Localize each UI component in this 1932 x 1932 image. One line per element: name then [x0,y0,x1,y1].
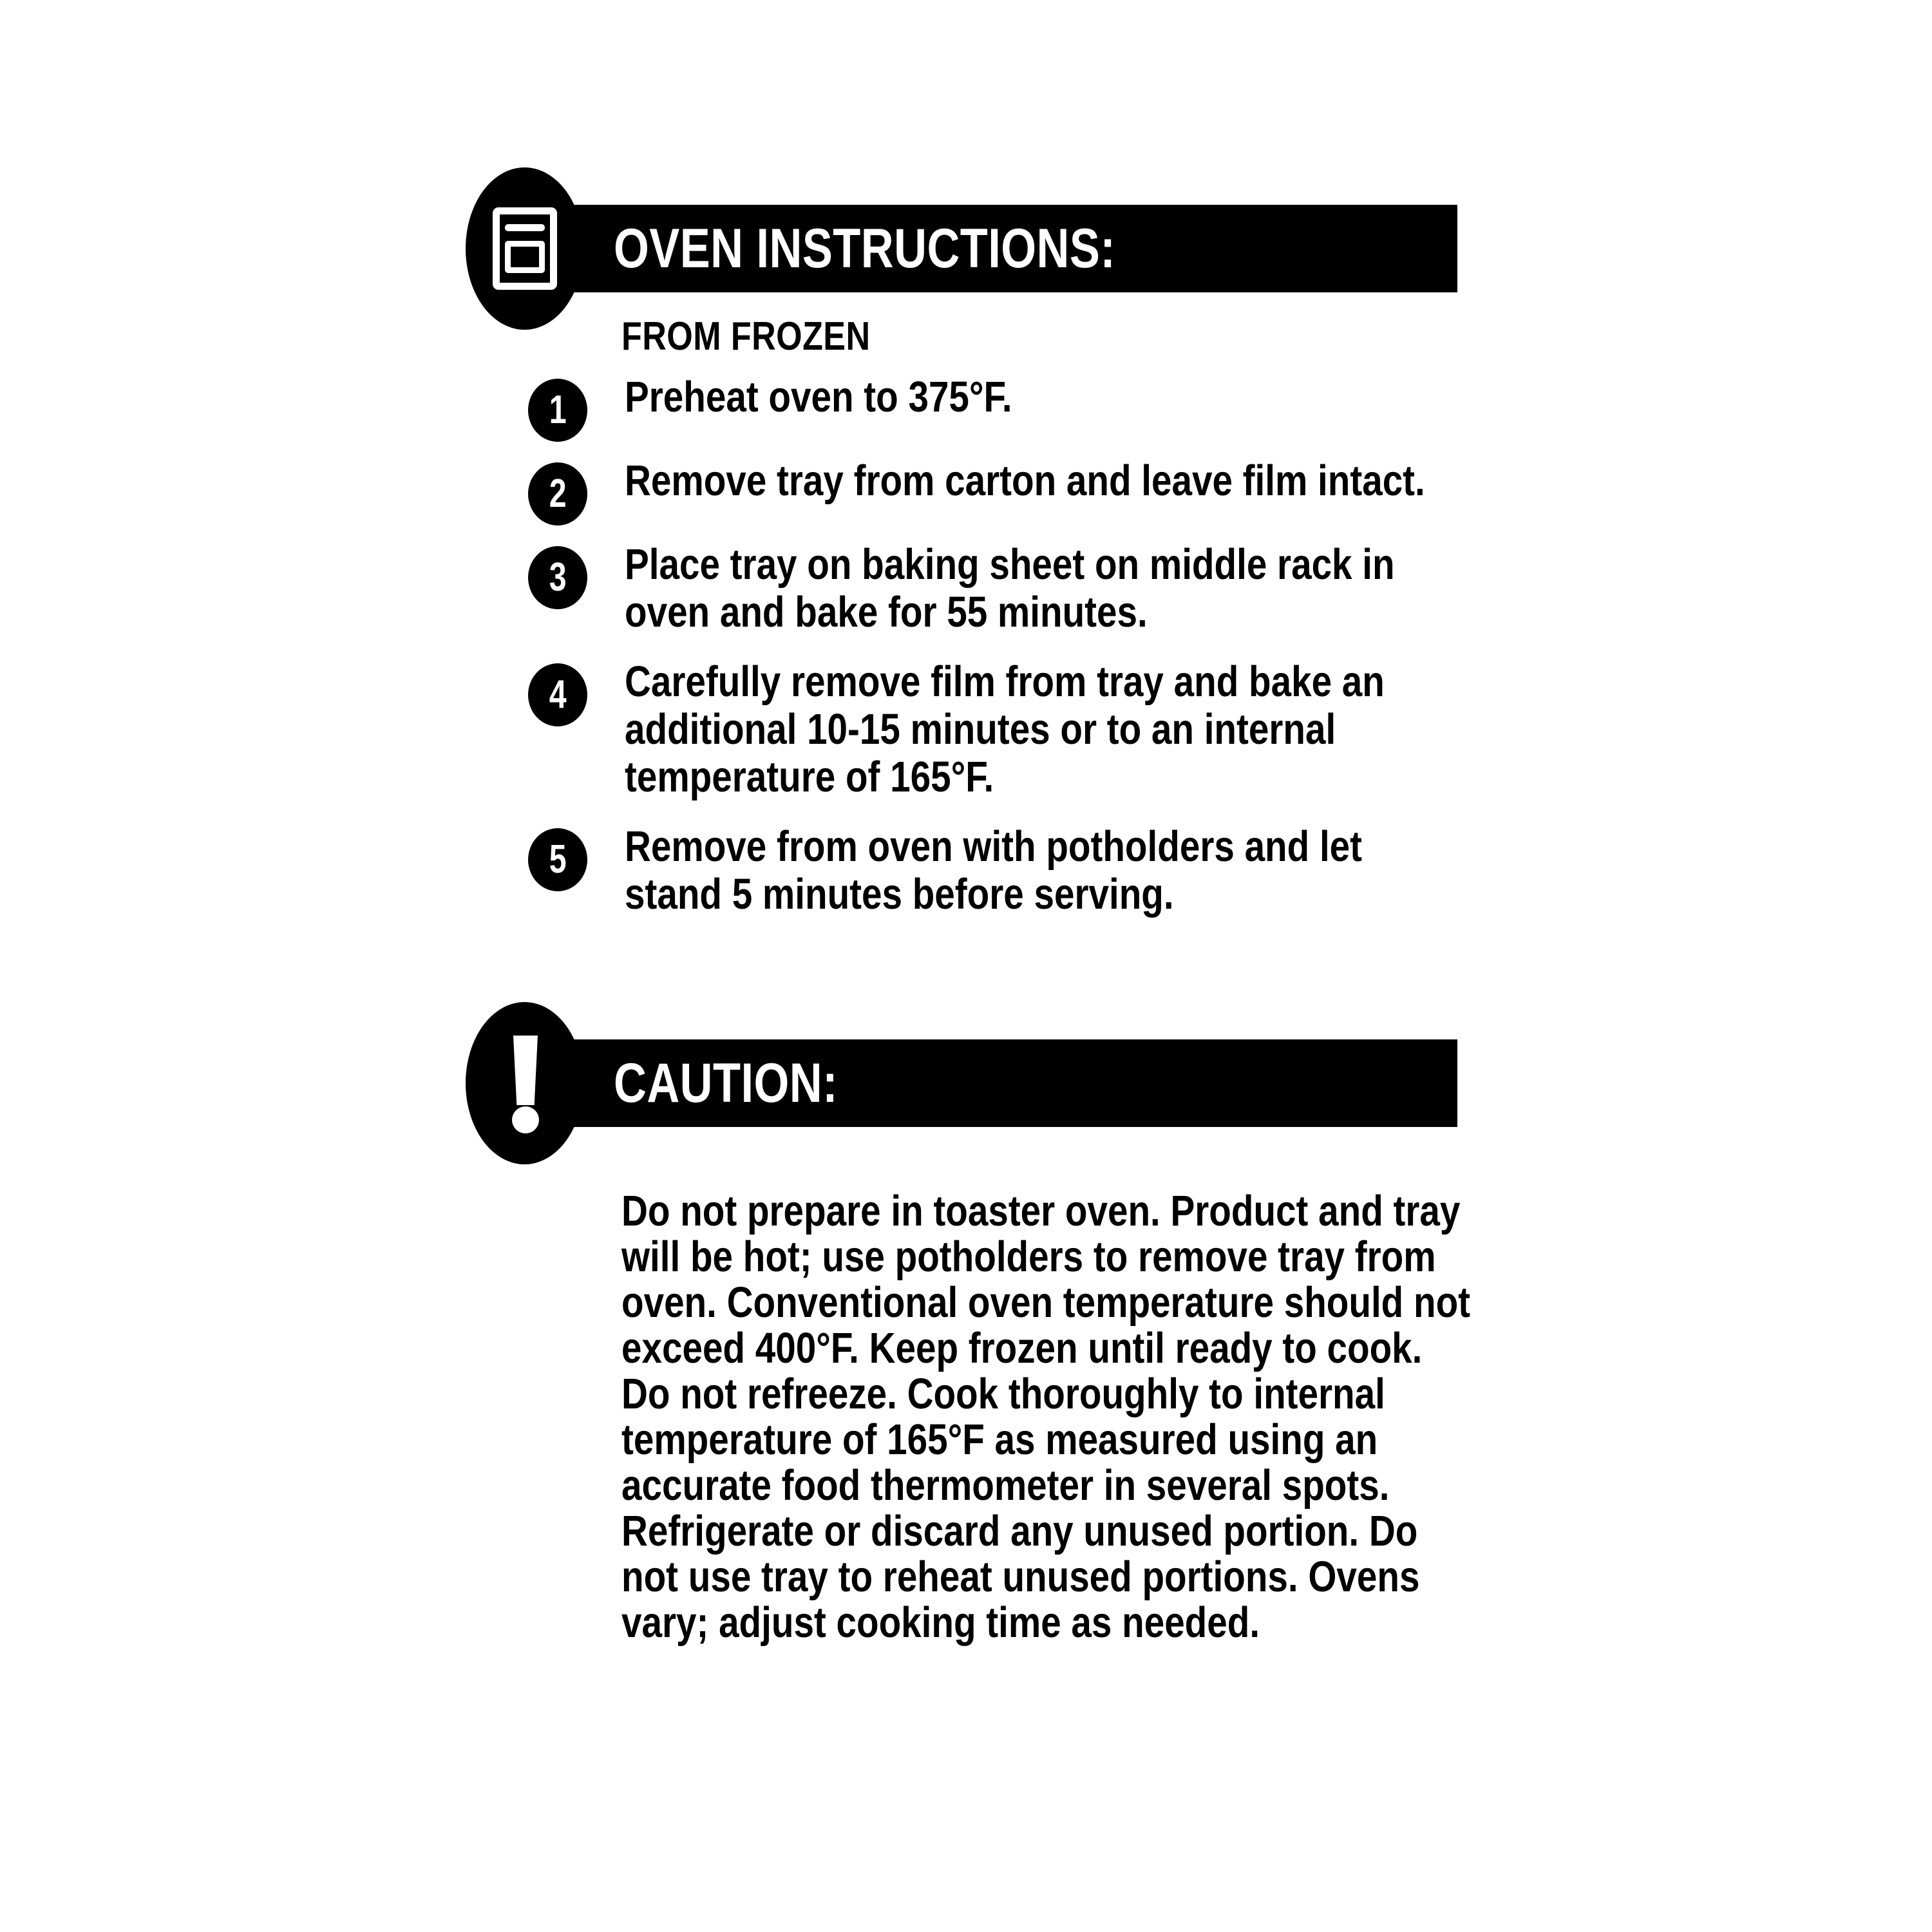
step-text: Carefully remove film from tray and bake an additional 10-15 minutes or to an internal temperature of 165°F. [625,658,1385,801]
step-text: Place tray on baking sheet on middle rack in oven and bake for 55 minutes. [625,540,1395,636]
step-number-badge: 2 [528,462,587,526]
step-number-badge: 4 [528,663,587,726]
oven-icon-door-window [505,241,545,273]
oven-header-badge [466,167,583,330]
oven-steps-list [525,374,1459,940]
oven-step-5 [525,823,1459,918]
oven-step-3 [525,541,1459,636]
oven-icon [493,207,557,290]
exclamation-icon-stroke [513,1036,538,1105]
step-text: Remove from oven with potholders and let stand 5 minutes before serving. [625,822,1363,918]
oven-instructions-title: OVEN INSTRUCTIONS: [614,218,1116,279]
step-number-badge: 5 [528,828,587,891]
step-text: Remove tray from carton and leave film intact. [625,457,1425,505]
step-text: Preheat oven to 375°F. [625,373,1012,421]
step-number-badge: 1 [528,379,587,442]
oven-step-4 [525,658,1459,801]
exclamation-icon-dot [512,1106,539,1133]
oven-icon-control-bar [505,224,545,231]
oven-step-2 [525,457,1459,519]
exclamation-icon [509,1036,542,1133]
caution-header-badge [466,1002,583,1164]
from-frozen-subhead: FROM FROZEN [621,314,871,359]
oven-step-1 [525,374,1459,435]
caution-title: CAUTION: [614,1052,838,1114]
step-number-badge: 3 [528,546,587,609]
caution-body-text: Do not prepare in toaster oven. Product and tray will be hot; use potholders to remove tray from oven. Conventional oven temperature should not exceed 400°F. Keep frozen until ready to cook. Do not refreeze. Cook thoroughly to internal temperature of 165°F as measured using an accurate food thermometer in several spots. Refrigerate or discard any unused portion. Do not use tray to reheat unused portions. Ovens vary; adjust cooking time as needed. [621,1187,1471,1647]
